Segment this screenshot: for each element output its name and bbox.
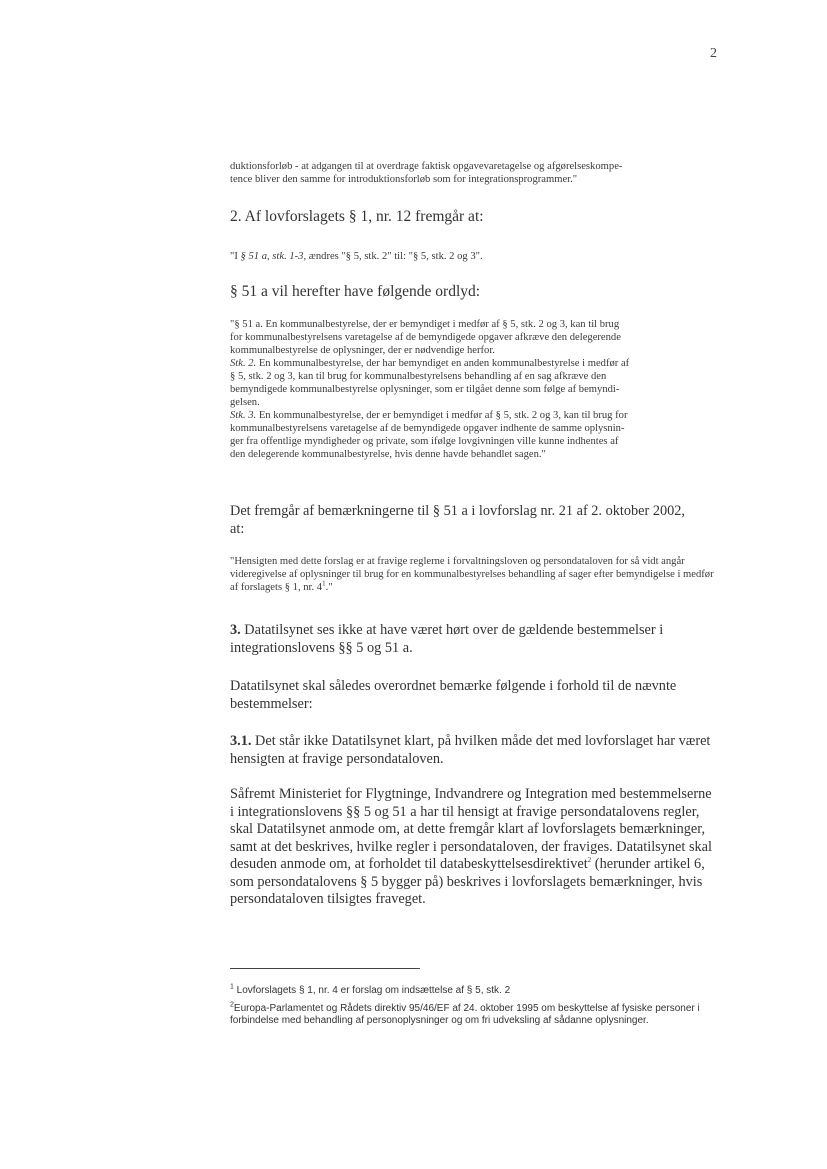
change-ref: § 51 a, stk. 1-3,	[240, 251, 307, 262]
quote-line: ger fra offentlige myndigheder og private, som ifølge lovgivningen ville kunne indhentes af	[230, 436, 619, 447]
section-51a-intro: § 51 a vil herefter have følgende ordlyd:	[230, 283, 481, 300]
footnote-text: Lovforslagets § 1, nr. 4 er forslag om indsættelse af § 5, stk. 2	[233, 985, 511, 996]
intro-quote-line: tence bliver den samme for introduktionsforløb som for integrationsprogrammer."	[230, 174, 578, 185]
para-text: (herunder artikel 6, som persondatalovens § 5 bygger på) beskrives i lovforslagets bemærkninger, hvis persondataloven tilsigtes fraveget.	[230, 856, 705, 907]
change-rest: ændres "§ 5, stk. 2" til: "§ 5, stk. 2 og 3".	[306, 251, 483, 262]
intro-quote-line: duktionsforløb - at adgangen til at overdrage faktisk opgavevaretagelse og afgørelseskompe-	[230, 161, 623, 172]
section-number: 2.	[230, 208, 242, 225]
remarks-intro: Det fremgår af bemærkningerne til § 51 a i lovforslag nr. 21 af 2. oktober 2002, at:	[230, 503, 685, 537]
para-text: Såfremt Ministeriet for Flygtninge, Indvandrere og Integration med bestemmelserne i integrationslovens §§ 5 og 51 a har til hensigt at fravige persondatalovens regler, skal Datatilsynet anmode om, at dette fremgår klart af lovforslagets bemærkninger, samt at det beskrives, hvilke regler i persondataloven, der fraviges. Datatilsynet skal desuden anmode om, at forholdet til databeskyttelsesdirektivet	[230, 786, 712, 872]
quote-line	[230, 409, 716, 422]
section-3-1-text: Det står ikke Datatilsynet klart, på hvilken måde det med lovforslaget har været hensigten at fravige persondataloven.	[230, 733, 711, 767]
stk-label: Stk. 3.	[230, 410, 257, 421]
footnote-text: Europa-Parlamentet og Rådets direktiv 95/46/EF af 24. oktober 1995 om beskyttelse af fysiske personer i forbindelse med behandling af personoplysninger og om fri udveksling af sådanne oplysninger.	[230, 1003, 700, 1026]
remarks-quote-text: "Hensigten med dette forslag er at fravige reglerne i forvaltningsloven og persondataloven for så vidt angår videregivelse af oplysninger til brug for en kommunalbestyrelses behandling af sager efter bemyndigelse i medfør af forslagets § 1, nr. 4	[230, 556, 714, 593]
section-3-1-para2	[230, 786, 716, 909]
section-heading-text: Af lovforslagets § 1, nr. 12 fremgår at:	[244, 208, 484, 225]
change-prefix: "I	[230, 251, 241, 262]
section-2-heading	[230, 208, 718, 226]
section-51a-quote	[230, 318, 716, 461]
quote-line: kommunalbestyrelse de oplysninger, der er nødvendige herfor.	[230, 345, 495, 356]
intro-quote	[230, 160, 718, 186]
section-number: 3.	[230, 622, 241, 638]
footnote-2	[230, 1003, 718, 1027]
footnote-mark: 1	[230, 983, 234, 991]
stk-label: Stk. 2.	[230, 358, 257, 369]
quote-line: for kommunalbestyrelsens varetagelse af de bemyndigede opgaver afkræve den delegerende	[230, 332, 621, 343]
change-statement	[230, 250, 718, 263]
quote-line: bemyndigede kommunalbestyrelse oplysninger, som er tilgået denne som følge af bemyndi-	[230, 384, 620, 395]
section-3-1	[230, 733, 716, 768]
quote-text: En kommunalbestyrelse, der er bemyndiget i medfør af § 5, stk. 2 og 3, kan til brug for	[256, 410, 628, 421]
section-3-para2: Datatilsynet skal således overordnet bemærke følgende i forhold til de nævnte bestemmelser:	[230, 678, 677, 712]
quote-line: kommunalbestyrelsens varetagelse af de bemyndigede opgaver indhente de samme oplysnin-	[230, 423, 625, 434]
page-number: 2	[710, 46, 717, 61]
quote-line: den delegerende kommunalbestyrelse, hvis denne havde behandlet sagen."	[230, 449, 546, 460]
quote-line: § 5, stk. 2 og 3, kan til brug for kommunalbestyrelsens behandling af en sag afkræve den	[230, 371, 607, 382]
quote-text: En kommunalbestyrelse, der har bemyndiget en anden kommunalbestyrelse i medfør af	[256, 358, 630, 369]
footnote-ref: 2	[587, 856, 592, 865]
footnote-divider	[230, 968, 420, 969]
footnote-ref: 1	[322, 579, 326, 588]
section-3-text: Datatilsynet ses ikke at have været hørt over de gældende bestemmelser i integrationslovens §§ 5 og 51 a.	[230, 622, 664, 656]
remarks-quote	[230, 555, 718, 594]
footnote-1	[230, 985, 718, 997]
section-3	[230, 622, 716, 657]
quote-line: gelsen.	[230, 397, 260, 408]
section-number: 3.1.	[230, 733, 252, 749]
remarks-quote-end: ."	[325, 582, 333, 593]
footnote-mark: 2	[230, 1001, 234, 1009]
quote-line	[230, 357, 716, 370]
quote-line: "§ 51 a. En kommunalbestyrelse, der er bemyndiget i medfør af § 5, stk. 2 og 3, kan til brug	[230, 319, 620, 330]
